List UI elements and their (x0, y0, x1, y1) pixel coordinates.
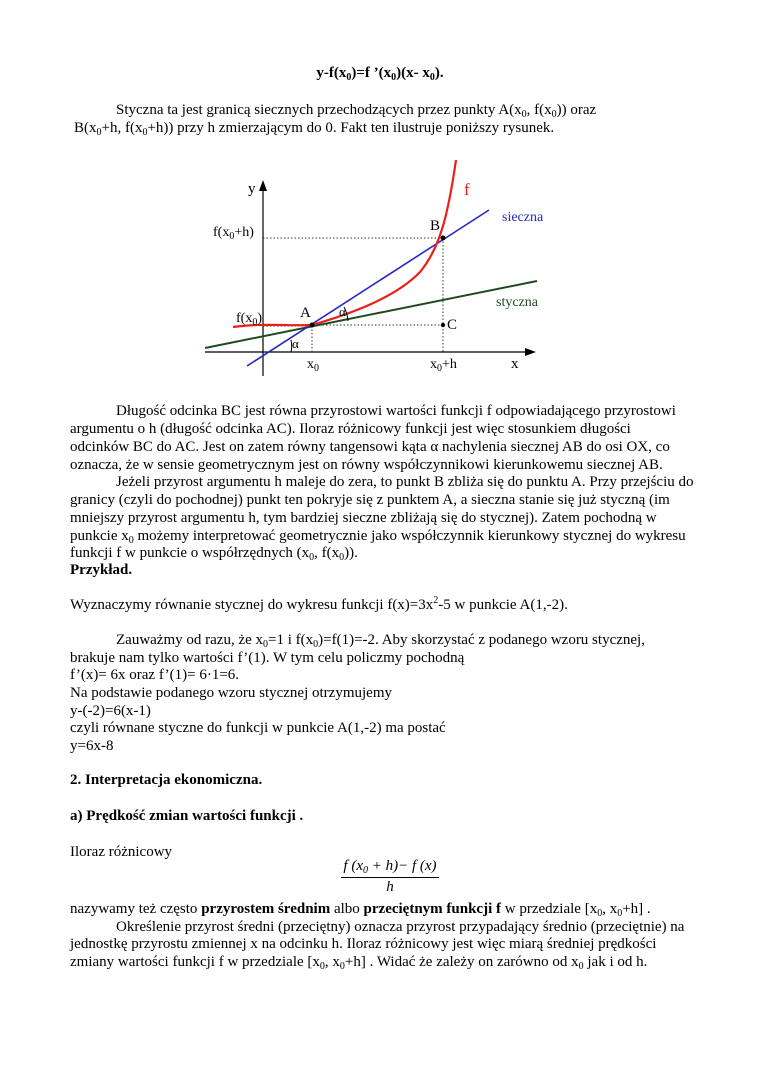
point-c-dot (441, 323, 445, 327)
para2-line3: odcinków BC do AC. Jest on zatem równy tangensowi kąta α nachylenia siecznej AB do osi OX, co (70, 439, 670, 455)
para5-line1: Określenie przyrost średni (przeciętny) oznacza przyrost przypadający średnio (przeciętnie) na (116, 919, 685, 935)
example-line1: Zauważmy od razu, że $x_0=1$ i $f(x_0)=f(1)=-2$. Aby skorzystać z podanego wzoru stycznej, (116, 632, 645, 650)
example-line2: brakuje nam tylko wartości f’(1). W tym celu policzmy pochodną (70, 650, 465, 666)
y-axis-label: y (248, 181, 256, 197)
para3-line2: granicy (czyli do pochodnej) punkt ten pokryje się z punktem A, a sieczna stanie się już styczną (im (70, 492, 670, 508)
x0h-label: $x_0+h$ (430, 357, 457, 374)
para2-line1: Długość odcinka BC jest równa przyrostowi wartości funkcji f odpowiadającego przyrostowi (116, 403, 676, 419)
x0-label: $x_0$ (307, 357, 319, 374)
example-line4: Na podstawie podanego wzoru stycznej otrzymujemy (70, 685, 392, 701)
point-b-dot (441, 236, 446, 241)
example-heading: Przykład. (70, 562, 133, 578)
x-axis-arrow (525, 348, 536, 356)
para3-line5: funkcji f w punkcie o współrzędnych ($x_0$, $f(x_0)$). (70, 545, 358, 563)
secant-line (247, 210, 489, 366)
secant-label: sieczna (502, 210, 544, 225)
example-line7: y=6x-8 (70, 738, 114, 754)
x-axis-label: x (511, 356, 519, 372)
para5-line2: jednostkę przyrostu zmiennej x na odcinku h. Iloraz różnicowy jest więc miarą średniej prędkości (70, 936, 657, 952)
para2-line4: oznacza, że w sensie geometrycznym jest on równy współczynnikowi kierunkowemu siecznej AB. (70, 457, 663, 473)
tangent-line (205, 281, 537, 348)
example-line3: f’(x)= 6x oraz f’(1)= 6·1=6. (70, 667, 240, 683)
para1-line2: $B(x_0+h$, $f(x_0+h)$) przy h zmierzającym do 0. Fakt ten ilustruje poniższy rysunek. (74, 120, 555, 138)
tangent-formula: $y-f(x_0)=f$ $’(x_0)(x-$ $x_0$). (316, 65, 444, 83)
y-axis-arrow (259, 180, 267, 191)
alpha-tangent-label: α (339, 304, 346, 319)
secant-tangent-figure (0, 0, 760, 400)
para2-line2: argumentu o h (długość odcinka AC). Iloraz różnicowy funkcji jest więc stosunkiem długości (70, 421, 631, 437)
para3-line1: Jeżeli przyrost argumentu h maleje do zera, to punkt B zbliża się do punktu A. Przy przejściu do (116, 474, 694, 490)
para3-line3: mniejszy przyrost argumentu h, tym bardziej sieczne zbliżają się do stycznej). Zatem pochodną w (70, 510, 657, 526)
fx0h-label: $f(x_0+h)$ (213, 225, 254, 242)
point-c-label: C (447, 317, 458, 333)
function-f-curve (233, 160, 456, 327)
point-b-label: B (430, 218, 441, 234)
difference-quotient-fraction (330, 858, 450, 896)
para5-line3: zmiany wartości funkcji f w przedziale [$x_0$, $x_0+h$] . Widać że zależy on zarówno od $x_0$ jak i od h. (70, 954, 648, 972)
fx0-label: $f(x_0)$ (236, 311, 262, 328)
example-line6: czyli równane styczne do funkcji w punkcie A(1,-2) ma postać (70, 720, 446, 736)
para1-line1: Styczna ta jest granicą siecznych przechodzących przez punkty $A(x_0$, $f(x_0)$) oraz (116, 102, 597, 120)
example-line5: y-(-2)=6(x-1) (70, 703, 151, 719)
section-2a-heading: a) Prędkość zmian wartości funkcji . (70, 808, 304, 824)
fraction-denominator: h (386, 879, 394, 895)
example-task: Wyznaczymy równanie stycznej do wykresu funkcji $f(x)=3x^2-5$ w punkcie A(1,-2). (70, 595, 568, 613)
point-a-label: A (300, 305, 311, 321)
iloraz-label: Iloraz różnicowy (70, 844, 173, 860)
tangent-label: styczna (496, 295, 538, 310)
point-a-dot (310, 323, 315, 328)
alpha-secant-label: α (292, 336, 299, 351)
para4-line: nazywamy też często przyrostem średnim albo przeciętnym funkcji f w przedziale [$x_0$, $x_0+h$] . (70, 901, 651, 919)
fraction-numerator: f $(x_0 + h)- f$ (x) (343, 858, 437, 876)
para3-line4: punkcie $x_0$ możemy interpretować geometrycznie jako współczynnik kierunkowy stycznej do wykresu (70, 528, 686, 546)
f-label: f (464, 180, 470, 199)
section-2-heading: 2. Interpretacja ekonomiczna. (70, 772, 263, 788)
